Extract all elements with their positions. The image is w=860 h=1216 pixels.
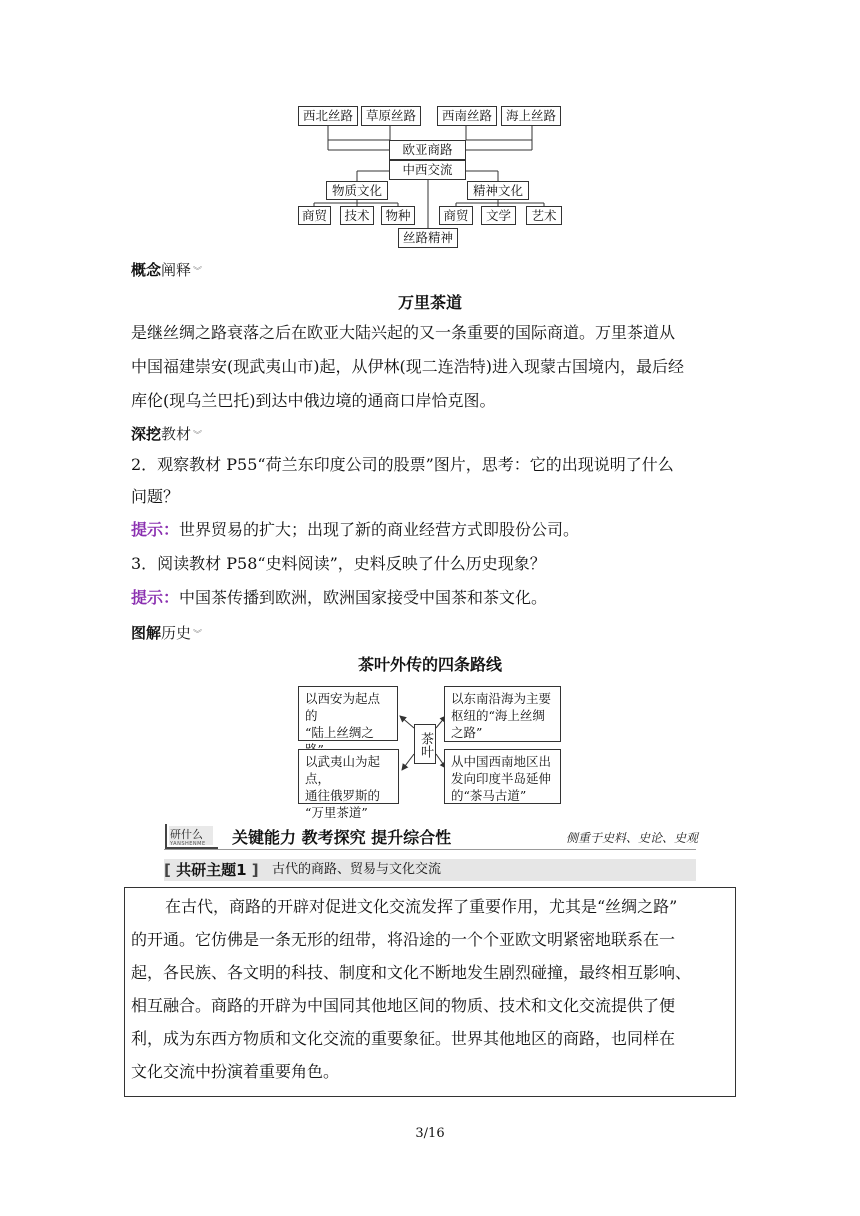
passage-box [124,887,736,1097]
route-box-line: 以东南沿海为主要 [451,691,552,706]
material-culture-box: 物质文化 [326,181,388,200]
concept-title: 万里茶道 [397,293,462,312]
topic-text: 古代的商路、贸易与文化交流 [272,862,442,877]
route-box-line: 以武夷山为起点， [305,754,381,786]
concept-line-2: 中国福建崇安(现武夷山市)起，从伊林(现二连浩特)进入现蒙古国境内，最后经 [131,357,684,376]
illus-label-light: 历史 [161,624,192,642]
center-top-box: 欧亚商路 [389,140,466,160]
spiritual-culture-box: 精神文化 [467,181,529,200]
topic-label [164,859,259,881]
concept-line-1: 是继丝绸之路衰落之后在欧亚大陆兴起的又一条重要的国际商道。万里茶道从 [131,323,676,342]
banner-note: 侧重于史料、史论、史观 [566,831,699,845]
illus-title: 茶叶外传的四条路线 [357,655,502,674]
banner-tag-bottom: YANSHENME [170,841,206,847]
chevron-down-icon: ︾ [193,431,203,441]
route-box-maritime-silk [444,686,561,742]
left-item-tech: 技术 [340,206,374,225]
route-maritime: 海上丝路 [501,106,561,126]
left-item-species: 物种 [381,206,415,225]
route-box-line: “万里茶道” [305,805,368,820]
topic-bar [164,859,696,881]
route-box-line: 从中国西南地区出 [451,754,552,769]
route-box-line: 发向印度半岛延伸 [451,771,552,786]
passage-line-2: 的开通。它仿佛是一条无形的纽带，将沿途的一个个亚欧文明紧密地联系在一 [131,930,676,949]
page-number: 3/16 [415,1126,445,1141]
textbook-label-light: 教材 [161,425,192,443]
concept-line-3: 库伦(现乌兰巴托)到达中俄边境的通商口岸恰克图。 [131,391,496,410]
route-box-line: 通往俄罗斯的 [305,788,381,803]
route-box-line: 之路” [451,725,483,740]
answer-2-text: 世界贸易的扩大；出现了新的商业经营方式即股份公司。 [179,520,580,539]
silk-spirit-box: 丝路精神 [398,228,458,248]
passage-line-6: 文化交流中扮演着重要角色。 [131,1062,340,1081]
route-box-land-silk [298,686,398,741]
passage-line-5: 利，成为东西方物质和文化交流的重要象征。世界其他地区的商路，也同样在 [131,1029,676,1048]
passage-line-1: 在古代，商路的开辟对促进文化交流发挥了重要作用，尤其是“丝绸之路” [165,897,678,916]
center-tea-box: 茶叶 [414,724,436,764]
left-item-trade: 商贸 [298,206,331,225]
route-box-line: 的“茶马古道” [451,788,527,803]
route-box-line: “陆上丝绸之 [305,725,374,740]
bracket-left-icon: [ [164,861,171,879]
center-bottom-box: 中西交流 [389,160,466,180]
route-box-tea-road [298,749,399,820]
passage-line-4: 相互融合。商路的开辟为中国同其他地区间的物质、技术和文化交流提供了便 [131,996,676,1015]
question-2-line-2: 问题？ [131,487,180,506]
bracket-right-icon: ] [251,861,259,879]
illus-label-bold: 图解 [131,624,162,642]
route-box-line: 枢纽的“海上丝绸 [451,708,545,723]
right-item-art: 艺术 [526,206,562,225]
hint-label: 提示： [131,520,180,539]
topic-label-text: 共研主题1 [176,861,247,879]
banner-divider [164,849,696,850]
route-box-line: 以西安为起点的 [305,691,381,723]
question-2-line-1: 2．观察教材 P55“荷兰东印度公司的股票”图片，思考：它的出现说明了什么 [131,455,674,474]
route-steppe: 草原丝路 [361,106,421,126]
concept-label-bold: 概念 [131,261,162,279]
hint-label: 提示： [131,588,180,607]
concept-label-light: 阐释 [161,261,192,279]
route-box-tea-horse [444,749,561,804]
passage-line-3: 起，各民族、各文明的科技、制度和文化不断地发生剧烈碰撞，最终相互影响、 [131,963,692,982]
textbook-label-bold: 深挖 [131,425,162,443]
answer-3-text: 中国茶传播到欧洲，欧洲国家接受中国茶和茶文化。 [179,588,548,607]
chevron-down-icon: ︾ [193,267,203,277]
right-item-trade: 商贸 [439,206,473,225]
banner-tag-top: 研什么 [170,828,203,841]
chevron-down-icon: ︾ [193,630,203,640]
right-item-literature: 文学 [481,206,516,225]
route-southwest: 西南丝路 [437,106,497,126]
banner-title: 关键能力 教考探究 提升综合性 [232,828,452,847]
question-3: 3．阅读教材 P58“史料阅读”，史料反映了什么历史现象？ [131,554,546,573]
route-northwest: 西北丝路 [298,106,358,126]
